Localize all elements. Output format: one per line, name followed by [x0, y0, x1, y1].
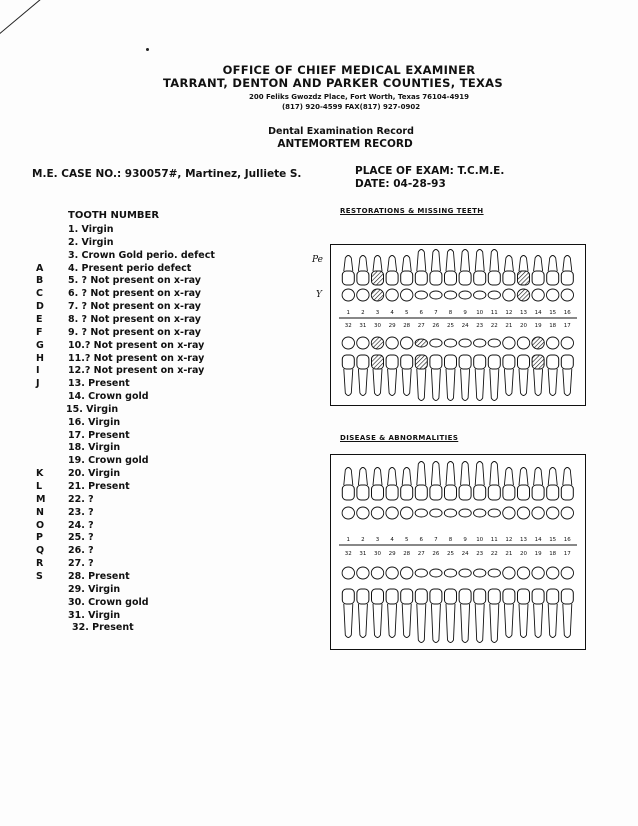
- tooth-row: [0, 404, 320, 417]
- lower-tooth-number: 28: [403, 551, 411, 557]
- upper-tooth: [386, 256, 398, 302]
- upper-tooth-number: 4: [390, 537, 394, 543]
- upper-tooth: [561, 468, 573, 520]
- lower-tooth-number: 30: [374, 323, 381, 329]
- lower-tooth-number: 26: [432, 323, 440, 329]
- lower-tooth-number: 25: [447, 551, 454, 557]
- lower-tooth-number: 19: [534, 551, 542, 557]
- lower-tooth: [547, 337, 559, 396]
- tooth-entry: 21. Present: [68, 481, 130, 492]
- tooth-letter: G: [36, 339, 44, 351]
- lower-tooth: [532, 567, 544, 638]
- upper-tooth: [488, 462, 500, 518]
- lower-tooth: [459, 339, 471, 401]
- tooth-entry: 7. ? Not present on x-ray: [68, 301, 201, 313]
- lower-tooth: [532, 337, 544, 396]
- upper-tooth-number: 3: [375, 537, 380, 543]
- tooth-entry: 13. Present: [68, 378, 130, 390]
- tooth-row: [0, 597, 320, 610]
- lower-tooth-number: 29: [388, 551, 396, 557]
- upper-tooth-number: 2: [361, 537, 365, 543]
- lower-tooth: [561, 337, 573, 396]
- tooth-letter: J: [36, 378, 40, 390]
- office-phone: (817) 920-4599 FAX(817) 927-0902: [281, 103, 421, 111]
- tooth-letter: D: [36, 301, 44, 313]
- tooth-row: [0, 275, 320, 288]
- tooth-row: [0, 430, 320, 443]
- upper-tooth: [415, 462, 427, 518]
- lower-tooth-number: 31: [359, 551, 367, 557]
- tooth-letter: I: [36, 365, 40, 377]
- lower-tooth: [474, 339, 486, 401]
- tooth-entry: 15. Virgin: [66, 403, 119, 415]
- disease-chart-title: DISEASE & ABNORMALITIES: [340, 434, 459, 442]
- upper-tooth: [386, 468, 398, 520]
- lower-tooth-number: 23: [476, 323, 484, 329]
- tooth-row: [0, 327, 320, 340]
- lower-tooth: [444, 569, 456, 643]
- upper-tooth-number: 15: [549, 310, 557, 316]
- record-subtype: ANTEMORTEM RECORD: [277, 138, 413, 150]
- lower-tooth-number: 27: [417, 323, 425, 329]
- lower-tooth-number: 24: [461, 323, 469, 329]
- upper-tooth: [444, 250, 456, 300]
- lower-tooth: [342, 337, 354, 396]
- upper-tooth-number: 4: [390, 310, 394, 316]
- tooth-row: [0, 250, 320, 263]
- lower-tooth-number: 20: [520, 323, 527, 329]
- tooth-entry: 28. Present: [68, 570, 130, 582]
- lower-tooth-number: 24: [461, 551, 469, 557]
- tooth-entry: 30. Crown gold: [68, 596, 149, 608]
- lower-tooth-number: 17: [563, 551, 571, 557]
- tooth-letter: A: [36, 262, 44, 274]
- lower-tooth: [371, 567, 383, 638]
- office-title: OFFICE OF CHIEF MEDICAL EXAMINER: [222, 63, 476, 77]
- restorations-chart: [330, 244, 586, 406]
- lower-tooth: [386, 337, 398, 396]
- tooth-letter: Q: [36, 545, 45, 557]
- upper-tooth-number: 11: [490, 537, 498, 543]
- upper-tooth-number: 10: [476, 310, 484, 316]
- tooth-entry: 1. Virgin: [68, 224, 114, 235]
- upper-tooth-number: 6: [419, 310, 424, 316]
- lower-tooth-number: 18: [549, 551, 557, 557]
- upper-tooth-number: 1: [346, 310, 351, 316]
- upper-tooth-number: 5: [404, 310, 409, 316]
- lower-tooth: [488, 569, 500, 643]
- tooth-row: [0, 610, 320, 623]
- tooth-entry: 12.? Not present on x-ray: [68, 365, 205, 377]
- tooth-row: [0, 622, 320, 635]
- tooth-row: [0, 301, 320, 314]
- upper-tooth: [532, 256, 544, 302]
- lower-tooth-number: 21: [505, 323, 513, 329]
- lower-tooth-number: 22: [490, 551, 498, 557]
- lower-tooth-number: 18: [549, 323, 557, 329]
- corner-fold-line: [0, 0, 51, 39]
- upper-tooth-number: 12: [505, 537, 513, 543]
- margin-annotation-1: Pe: [312, 255, 323, 265]
- tooth-row: [0, 365, 320, 378]
- tooth-entry: 3. Crown Gold perio. defect: [68, 249, 215, 261]
- upper-tooth-number: 5: [404, 537, 409, 543]
- tooth-letter: M: [36, 493, 46, 505]
- lower-tooth: [547, 567, 559, 638]
- counties-title: TARRANT, DENTON AND PARKER COUNTIES, TEXAS: [163, 76, 503, 90]
- tooth-entry: 9. ? Not present on x-ray: [68, 326, 201, 338]
- tooth-entry: 32. Present: [72, 622, 134, 634]
- tooth-entry: 24. ?: [68, 519, 94, 531]
- tooth-letter: F: [36, 326, 43, 338]
- upper-tooth: [401, 468, 413, 520]
- lower-tooth-number: 19: [534, 323, 542, 329]
- lower-tooth: [444, 339, 456, 401]
- tooth-row: [0, 263, 320, 276]
- place-of-exam: PLACE OF EXAM: T.C.M.E.: [355, 165, 505, 177]
- tooth-entry: 17. Present: [68, 429, 130, 441]
- upper-tooth-number: 8: [448, 537, 453, 543]
- exam-date: DATE: 04-28-93: [355, 178, 446, 190]
- upper-tooth-number: 9: [463, 310, 467, 316]
- tooth-entry: 23. ?: [68, 506, 94, 518]
- upper-tooth-number: 13: [520, 537, 527, 543]
- tooth-number-heading: TOOTH NUMBER: [68, 210, 160, 221]
- lower-tooth-number: 23: [476, 551, 484, 557]
- tooth-entry: 16. Virgin: [68, 416, 121, 428]
- upper-tooth-number: 1: [346, 537, 351, 543]
- upper-tooth-number: 3: [375, 310, 380, 316]
- upper-tooth: [488, 250, 500, 300]
- lower-tooth: [357, 567, 369, 638]
- tooth-row: [0, 520, 320, 533]
- tooth-entry: 2. Virgin: [68, 236, 114, 248]
- disease-chart: [330, 454, 586, 650]
- tooth-row: [0, 391, 320, 404]
- tooth-row: [0, 378, 320, 391]
- lower-tooth: [401, 337, 413, 396]
- lower-tooth: [371, 337, 383, 396]
- upper-tooth-number: 11: [490, 310, 498, 316]
- tooth-entry: 19. Crown gold: [68, 455, 149, 467]
- upper-tooth: [517, 468, 529, 520]
- upper-tooth: [430, 462, 442, 518]
- upper-tooth: [503, 468, 515, 520]
- tooth-entry: 22. ?: [68, 493, 94, 505]
- tooth-row: [0, 558, 320, 571]
- lower-tooth: [386, 567, 398, 638]
- lower-tooth-number: 21: [505, 551, 513, 557]
- upper-tooth-number: 7: [434, 310, 438, 316]
- lower-tooth-number: 26: [432, 551, 440, 557]
- tooth-row: [0, 494, 320, 507]
- lower-tooth: [342, 567, 354, 638]
- upper-tooth-number: 15: [549, 537, 557, 543]
- tooth-row: [0, 481, 320, 494]
- upper-tooth: [532, 468, 544, 520]
- tooth-row: [0, 468, 320, 481]
- margin-annotation-2: Y: [316, 290, 322, 300]
- upper-tooth-number: 14: [534, 310, 542, 316]
- tooth-entry: 25. ?: [68, 532, 94, 544]
- upper-tooth: [371, 468, 383, 520]
- lower-tooth-number: 31: [359, 323, 367, 329]
- lower-tooth: [401, 567, 413, 638]
- lower-tooth: [430, 339, 442, 401]
- upper-tooth: [401, 256, 413, 302]
- tooth-row: [0, 417, 320, 430]
- tooth-row: [0, 353, 320, 366]
- tooth-letter: H: [36, 352, 44, 364]
- tooth-row: [0, 571, 320, 584]
- lower-tooth: [561, 567, 573, 638]
- upper-tooth-number: 10: [476, 537, 484, 543]
- lower-tooth: [503, 567, 515, 638]
- restorations-dental-diagram: [331, 245, 585, 405]
- lower-tooth: [488, 339, 500, 401]
- tooth-entry: 26. ?: [68, 545, 94, 557]
- tooth-row: [0, 314, 320, 327]
- tooth-row: [0, 340, 320, 353]
- restorations-chart-title: RESTORATIONS & MISSING TEETH: [340, 207, 484, 215]
- upper-tooth-number: 14: [534, 537, 542, 543]
- lower-tooth-number: 32: [344, 323, 352, 329]
- lower-tooth: [517, 337, 529, 396]
- upper-tooth: [474, 250, 486, 300]
- upper-tooth: [444, 462, 456, 518]
- tooth-entry: 14. Crown gold: [68, 391, 149, 403]
- office-address: 200 Feliks Gwozdz Place, Fort Worth, Texas 76104-4919: [248, 93, 470, 101]
- upper-tooth: [547, 468, 559, 520]
- tooth-row: [0, 532, 320, 545]
- upper-tooth: [357, 256, 369, 302]
- upper-tooth-number: 9: [463, 537, 467, 543]
- tooth-letter: C: [36, 288, 43, 300]
- upper-tooth: [415, 250, 427, 300]
- speck: [146, 48, 149, 51]
- upper-tooth: [459, 462, 471, 518]
- upper-tooth: [342, 468, 354, 520]
- tooth-entry: 10.? Not present on x-ray: [68, 339, 205, 351]
- disease-dental-diagram: [331, 455, 585, 649]
- upper-tooth: [517, 256, 529, 302]
- tooth-letter: B: [36, 275, 44, 287]
- tooth-row: [0, 507, 320, 520]
- tooth-entry: 20. Virgin: [68, 468, 121, 480]
- upper-tooth-number: 7: [434, 537, 438, 543]
- upper-tooth-number: 12: [505, 310, 513, 316]
- tooth-letter: L: [36, 481, 43, 492]
- tooth-entry: 31. Virgin: [68, 609, 121, 621]
- tooth-row: [0, 288, 320, 301]
- lower-tooth-number: 22: [490, 323, 498, 329]
- tooth-entry: 29. Virgin: [68, 583, 121, 595]
- tooth-entry: 27. ?: [68, 558, 94, 570]
- upper-tooth-number: 2: [361, 310, 365, 316]
- lower-tooth-number: 30: [374, 551, 381, 557]
- upper-tooth: [459, 250, 471, 300]
- tooth-row: [0, 224, 320, 237]
- tooth-row: [0, 237, 320, 250]
- lower-tooth-number: 25: [447, 323, 454, 329]
- lower-tooth-number: 27: [417, 551, 425, 557]
- tooth-entry: 8. ? Not present on x-ray: [68, 313, 201, 325]
- lower-tooth-number: 17: [563, 323, 571, 329]
- lower-tooth-number: 29: [388, 323, 396, 329]
- lower-tooth: [357, 337, 369, 396]
- tooth-letter: R: [36, 558, 44, 570]
- upper-tooth-number: 16: [563, 537, 571, 543]
- lower-tooth-number: 20: [520, 551, 527, 557]
- tooth-letter: N: [36, 506, 44, 518]
- upper-tooth: [342, 256, 354, 302]
- tooth-entry: 4. Present perio defect: [68, 262, 192, 274]
- tooth-row: [0, 584, 320, 597]
- lower-tooth: [415, 339, 427, 401]
- upper-tooth-number: 16: [563, 310, 571, 316]
- tooth-row: [0, 455, 320, 468]
- upper-tooth: [474, 462, 486, 518]
- lower-tooth: [415, 569, 427, 643]
- upper-tooth-number: 6: [419, 537, 424, 543]
- tooth-letter: E: [36, 313, 43, 325]
- lower-tooth: [430, 569, 442, 643]
- tooth-row: [0, 545, 320, 558]
- lower-tooth: [503, 337, 515, 396]
- tooth-letter: P: [36, 532, 43, 544]
- lower-tooth-number: 28: [403, 323, 411, 329]
- tooth-entry: 6. ? Not present on x-ray: [68, 288, 201, 300]
- tooth-row: [0, 442, 320, 455]
- upper-tooth-number: 8: [448, 310, 453, 316]
- tooth-letter: S: [36, 570, 43, 582]
- record-type: Dental Examination Record: [268, 126, 414, 137]
- tooth-letter: O: [36, 519, 45, 531]
- upper-tooth: [503, 256, 515, 302]
- case-number: M.E. CASE NO.: 930057#, Martinez, Julliete S.: [32, 168, 302, 180]
- tooth-entry: 18. Virgin: [68, 442, 121, 454]
- tooth-entry: 11.? Not present on x-ray: [68, 352, 205, 364]
- lower-tooth: [474, 569, 486, 643]
- lower-tooth: [517, 567, 529, 638]
- tooth-entry: 5. ? Not present on x-ray: [68, 275, 201, 287]
- tooth-letter: K: [36, 468, 44, 480]
- upper-tooth-number: 13: [520, 310, 527, 316]
- upper-tooth: [561, 256, 573, 302]
- upper-tooth: [371, 256, 383, 302]
- lower-tooth-number: 32: [344, 551, 352, 557]
- upper-tooth: [357, 468, 369, 520]
- upper-tooth: [547, 256, 559, 302]
- upper-tooth: [430, 250, 442, 300]
- lower-tooth: [459, 569, 471, 643]
